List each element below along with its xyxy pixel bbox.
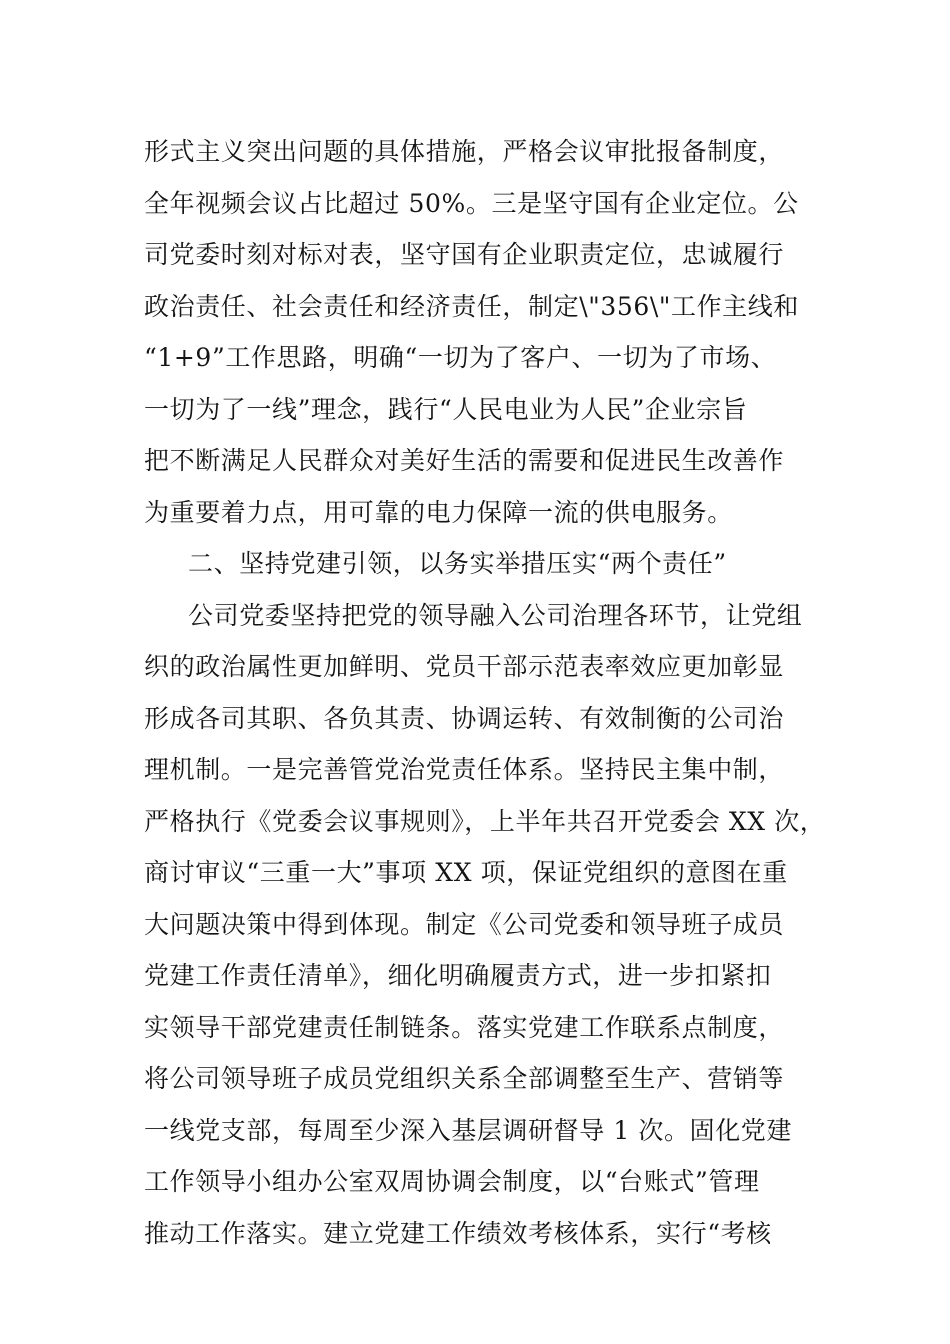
text-line: 政治责任、社会责任和经济责任，制定\"356\"工作主线和 (144, 291, 799, 321)
text-line: 商讨审议“三重一大”事项 XX 项，保证党组织的意图在重 (144, 858, 788, 887)
paragraph-first-line: 公司党委坚持把党的领导融入公司治理各环节，让党组 (188, 600, 803, 630)
document-body (144, 126, 826, 1259)
text-line: 为重要着力点，用可靠的电力保障一流的供电服务。 (144, 497, 733, 527)
text-line: 工作领导小组办公室双周协调会制度，以“台账式”管理 (144, 1167, 760, 1196)
text-line: 全年视频会议占比超过 50%。三是坚守国有企业定位。公 (144, 188, 799, 218)
text-line: “1+9”工作思路，明确“一切为了客户、一切为了市场、 (144, 343, 777, 372)
text-line: 司党委时刻对标对表，坚守国有企业职责定位，忠诚履行 (144, 240, 785, 269)
text-line: 一切为了一线”理念，践行“人民电业为人民”企业宗旨 (144, 394, 748, 424)
section-heading: 二、坚持党建引领，以务实举措压实“两个责任” (188, 549, 727, 578)
text-line: 实领导干部党建责任制链条。落实党建工作联系点制度， (144, 1012, 785, 1042)
text-line: 把不断满足人民群众对美好生活的需要和促进民生改善作 (144, 446, 785, 475)
text-line: 理机制。一是完善管党治党责任体系。坚持民主集中制， (144, 755, 785, 784)
text-line: 推动工作落实。建立党建工作绩效考核体系，实行“考核 (144, 1218, 772, 1248)
text-line: 将公司领导班子成员党组织关系全部调整至生产、营销等 (144, 1064, 785, 1093)
text-line: 大问题决策中得到体现。制定《公司党委和领导班子成员 (144, 909, 785, 939)
text-line: 形成各司其职、各负其责、协调运转、有效制衡的公司治 (144, 703, 785, 733)
text-line: 织的政治属性更加鲜明、党员干部示范表率效应更加彰显 (144, 652, 785, 681)
text-line: 形式主义突出问题的具体措施，严格会议审批报备制度， (144, 137, 785, 166)
text-line: 党建工作责任清单》，细化明确履责方式，进一步扣紧扣 (144, 961, 772, 990)
text-line: 严格执行《党委会议事规则》，上半年共召开党委会 XX 次， (144, 806, 826, 836)
text-line: 一线党支部，每周至少深入基层调研督导 1 次。固化党建 (144, 1115, 793, 1145)
